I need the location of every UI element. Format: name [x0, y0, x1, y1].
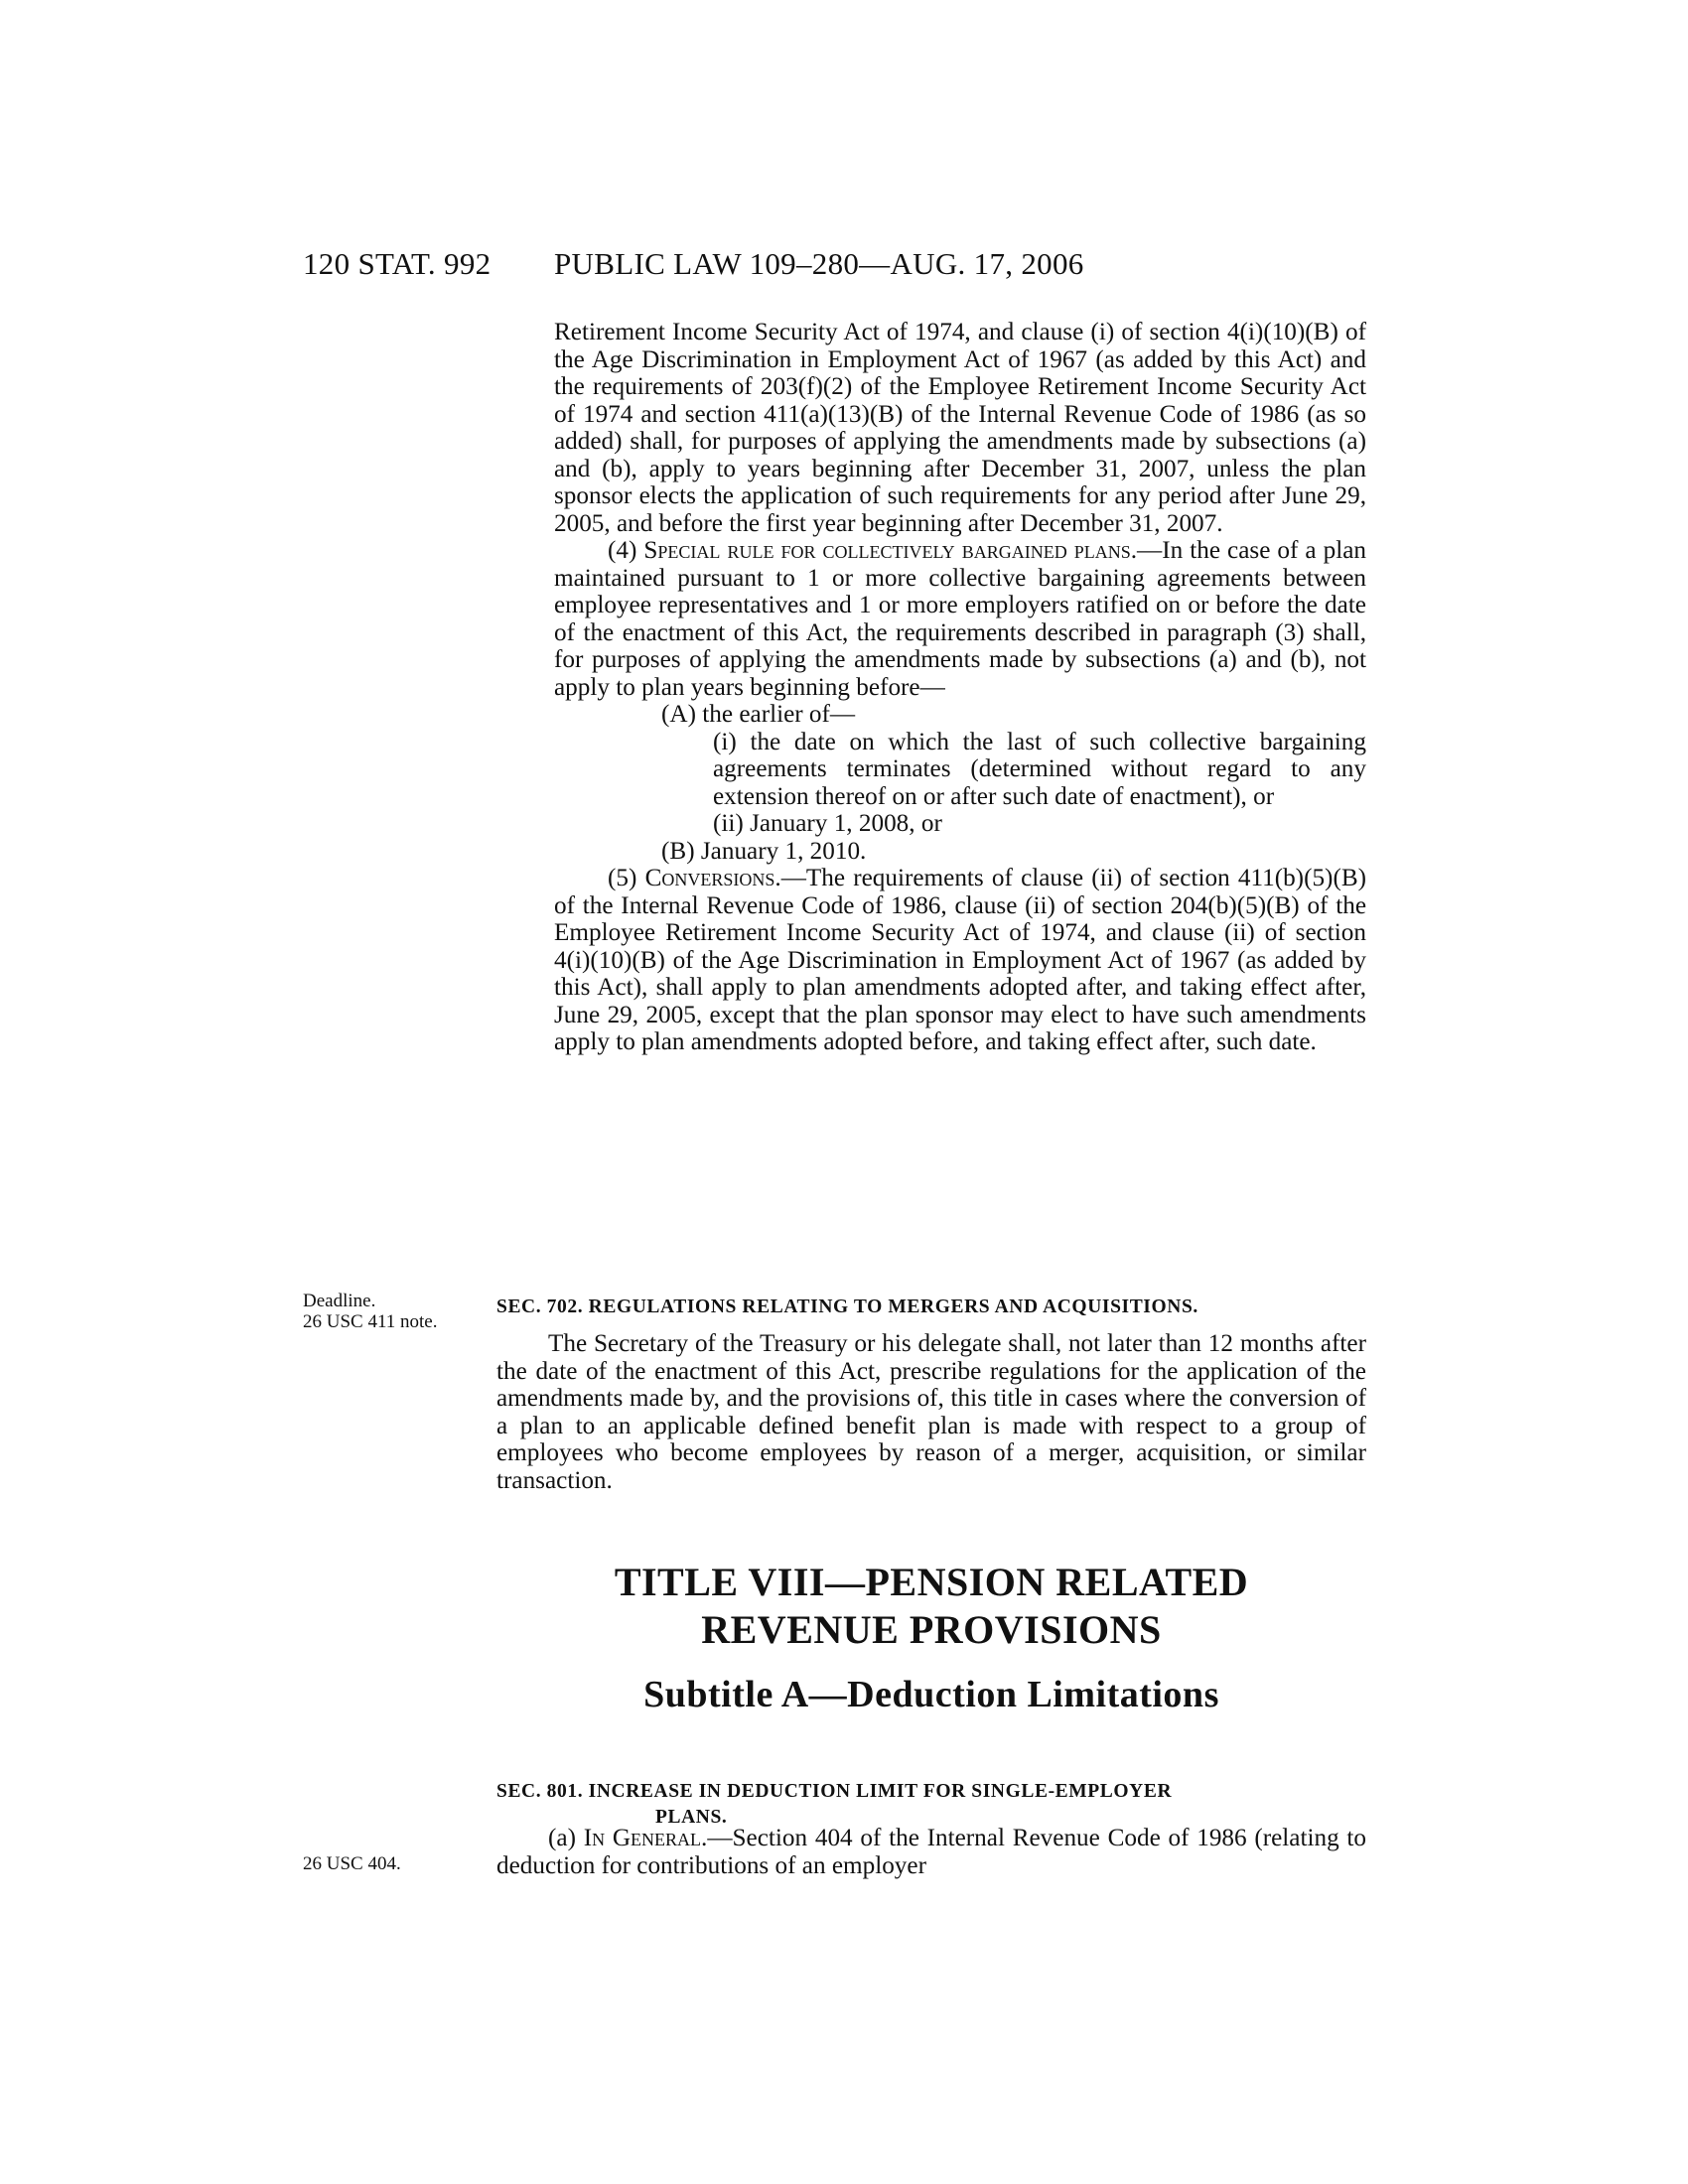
subsection-a-number: (a) [548, 1825, 576, 1851]
stat-page-number: 120 STAT. 992 [303, 246, 492, 281]
subparagraph-b: (B) January 1, 2010. [661, 837, 867, 865]
paragraph-5-heading: Conversions. [644, 865, 781, 891]
title-viii-line-2: REVENUE PROVISIONS [701, 1607, 1162, 1652]
subtitle-a-heading: Subtitle A—Deduction Limitations [643, 1674, 1219, 1715]
title-viii-line-1: TITLE VIII—PENSION RELATED [614, 1560, 1249, 1604]
section-801-heading [496, 1779, 1366, 1831]
clause-i: (i) the date on which the last of such collective bargaining agreements terminates (determined without regard to any extension thereof on or after such date of enactment), or [713, 728, 1366, 810]
paragraph-4-heading: Special rule for collectively bargained plans. [643, 537, 1138, 564]
margin-note-usc-404: 26 USC 404. [303, 1853, 401, 1874]
paragraph-5 [554, 865, 1366, 1056]
section-801-heading-line-1: SEC. 801. INCREASE IN DEDUCTION LIMIT FOR SINGLE-EMPLOYER [496, 1781, 1173, 1802]
section-702-text: The Secretary of the Treasury or his delegate shall, not later than 12 months after the date of the enactment of this Act, prescribe regulations for the application of the amendments made by, and the provisions of, this title in cases where the conversion of a plan to an applicable defined benefit plan is made with respect to a group of employees who become employees by reason of a merger, acquisition, or similar transaction. [496, 1330, 1366, 1494]
main-text-column [554, 319, 1366, 1056]
running-header: PUBLIC LAW 109–280—AUG. 17, 2006 [554, 246, 1084, 281]
margin-note-deadline-label: Deadline. [303, 1291, 376, 1311]
paragraph-5-number: (5) [608, 865, 637, 891]
paragraph-4 [554, 537, 1366, 701]
subparagraph-a: (A) the earlier of— [661, 701, 856, 728]
title-viii-heading [496, 1559, 1366, 1654]
section-801-subsection-a [496, 1825, 1366, 1879]
paragraph-5-text: —The requirements of clause (ii) of section 411(b)(5)(B) of the Internal Revenue Code of 1986, clause (ii) of section 204(b)(5)(B) of the Employee Retirement Income Security Act of 1974, and clause (ii) of section 4(i)(10)(B) of the Age Discrimination in Employment Act of 1967 (as added by this Act), shall apply to plan amendments adopted after, and taking effect after, June 29, 2005, except that the plan sponsor may elect to have such amendments apply to plan amendments adopted before, and taking effect after, such date. [554, 865, 1367, 1055]
paragraph-4-number: (4) [608, 537, 637, 564]
section-702-heading: SEC. 702. REGULATIONS RELATING TO MERGERS AND ACQUISITIONS. [496, 1297, 1198, 1317]
clause-ii: (ii) January 1, 2008, or [713, 810, 942, 837]
margin-note-deadline [303, 1291, 482, 1332]
subsection-a-text: —Section 404 of the Internal Revenue Code of 1986 (relating to deduction for contributions of an employer [496, 1825, 1367, 1879]
subsection-a-heading: In General. [583, 1825, 708, 1851]
section-702-body [496, 1330, 1366, 1494]
section-801-body [496, 1825, 1366, 1879]
margin-note-usc-411: 26 USC 411 note. [303, 1311, 438, 1332]
section-801-heading-line-2: PLANS. [655, 1807, 728, 1828]
paragraph-4-text: —In the case of a plan maintained pursuant to 1 or more collective bargaining agreements between employee representatives and 1 or more employers ratified on or before the date of the enactment of this Act, the requirements described in paragraph (3) shall, for purposes of applying the amendments made by subsections (a) and (b), not apply to plan years beginning before— [554, 537, 1366, 701]
continued-paragraph: Retirement Income Security Act of 1974, and clause (i) of section 4(i)(10)(B) of the Age Discrimination in Employment Act of 1967 (as added by this Act) and the requirements of 203(f)(2) of the Employee Retirement Income Security Act of 1974 and section 411(a)(13)(B) of the Internal Revenue Code of 1986 (as so added) shall, for purposes of applying the amendments made by subsections (a) and (b), apply to years beginning after December 31, 2007, unless the plan sponsor elects the application of such requirements for any period after June 29, 2005, and before the first year beginning after December 31, 2007. [554, 319, 1366, 537]
